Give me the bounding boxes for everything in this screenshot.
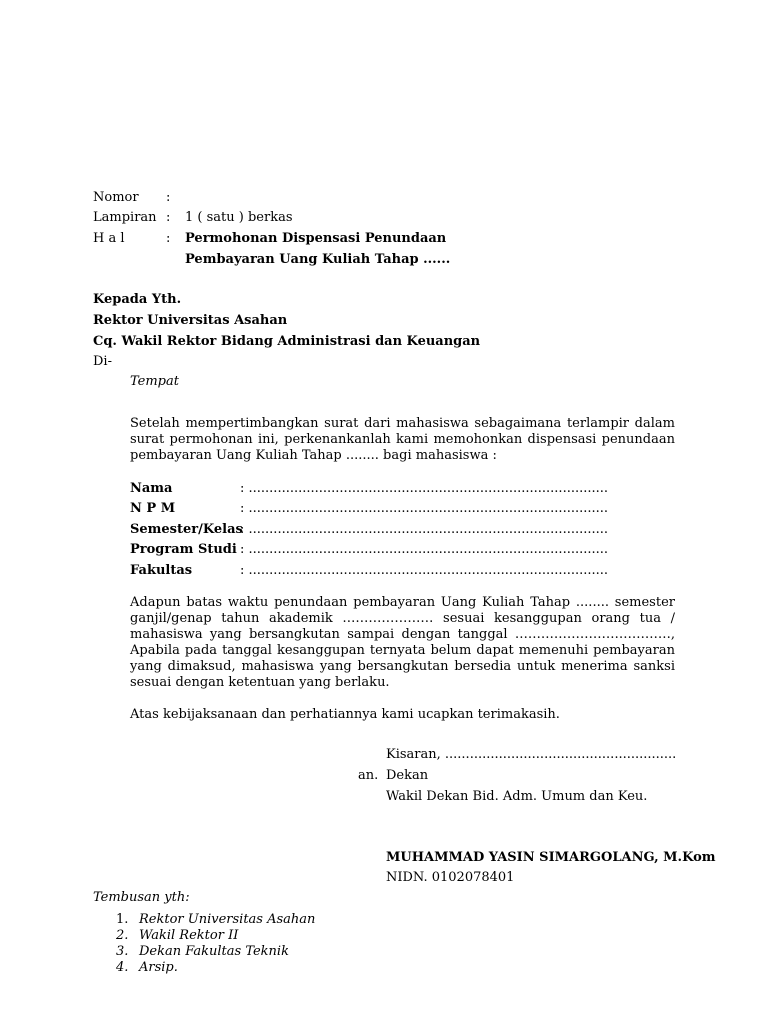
recipient-tempat: Tempat (130, 374, 179, 389)
cc-item-text: Arsip. (139, 960, 178, 975)
recipient-line1: Kepada Yth. (93, 292, 182, 307)
cc-item-text: Wakil Rektor II (139, 928, 239, 943)
hal-value-line1: Permohonan Dispensasi Penundaan (185, 231, 447, 246)
field-label-semester: Semester/Kelas (130, 522, 243, 537)
recipient-line3: Cq. Wakil Rektor Bidang Administrasi dan Keuangan (93, 334, 481, 349)
recipient-line2: Rektor Universitas Asahan (93, 313, 288, 328)
field-value-npm: : ....................................................................................... (240, 501, 609, 516)
field-label-prodi: Program Studi (130, 542, 237, 557)
opening-paragraph-text: Setelah mempertimbangkan surat dari mahasiswa sebagaimana terlampir dalam surat permohonan ini, perkenankanlah kami memohonkan dispensasi penundaan pembayaran Uang Kuliah Tahap ........ bagi mahasiswa : (130, 416, 675, 463)
signer-nidn: NIDN. 0102078401 (386, 870, 515, 885)
field-value-nama: : ....................................................................................... (240, 481, 609, 496)
signer-title: Wakil Dekan Bid. Adm. Umum dan Keu. (386, 789, 648, 804)
cc-item-number: 2. (116, 928, 129, 943)
cc-item-number: 4. (116, 960, 129, 975)
nomor-label: Nomor (93, 190, 139, 205)
recipient-di: Di- (93, 354, 112, 369)
field-label-npm: N P M (130, 501, 176, 516)
nomor-colon: : (166, 190, 171, 205)
hal-label: H a l (93, 231, 125, 246)
lampiran-label: Lampiran (93, 210, 157, 225)
cc-item-text: Dekan Fakultas Teknik (139, 944, 289, 959)
lampiran-colon: : (166, 210, 171, 225)
cc-heading: Tembusan yth: (93, 890, 190, 905)
field-label-nama: Nama (130, 481, 173, 496)
field-value-prodi: : ....................................................................................... (240, 542, 609, 557)
field-label-fakultas: Fakultas (130, 563, 193, 578)
place-date: Kisaran, ........................................................ (386, 747, 677, 762)
closing-paragraph: Atas kebijaksanaan dan perhatiannya kami ucapkan terimakasih. (130, 707, 560, 722)
cc-item-text: Rektor Universitas Asahan (139, 912, 316, 927)
hal-colon: : (166, 231, 171, 246)
signer-name: MUHAMMAD YASIN SIMARGOLANG, M.Kom (386, 850, 716, 865)
hal-value-line2: Pembayaran Uang Kuliah Tahap ...... (185, 252, 451, 267)
field-value-semester: : ....................................................................................... (240, 522, 609, 537)
an-label: an. (358, 768, 379, 783)
opening-paragraph (130, 416, 675, 464)
lampiran-value: 1 ( satu ) berkas (185, 210, 293, 225)
field-value-fakultas: : ....................................................................................... (240, 563, 609, 578)
dekan-label: Dekan (386, 768, 429, 783)
cc-item-number: 1. (116, 912, 129, 927)
deadline-paragraph (130, 595, 675, 691)
deadline-paragraph-text: Adapun batas waktu penundaan pembayaran Uang Kuliah Tahap ........ semester ganjil/genap tahun akademik ………………… sesuai kesanggupan orang tua / mahasiswa yang bersangkutan sampai dengan tanggal ………………………………, Apabila pada tanggal kesanggupan ternyata belum dapat memenuhi pembayaran yang dimaksud, mahasiswa yang bersangkutan bersedia untuk menerima sanksi sesuai dengan ketentuan yang berlaku. (130, 595, 675, 690)
cc-item-number: 3. (116, 944, 129, 959)
